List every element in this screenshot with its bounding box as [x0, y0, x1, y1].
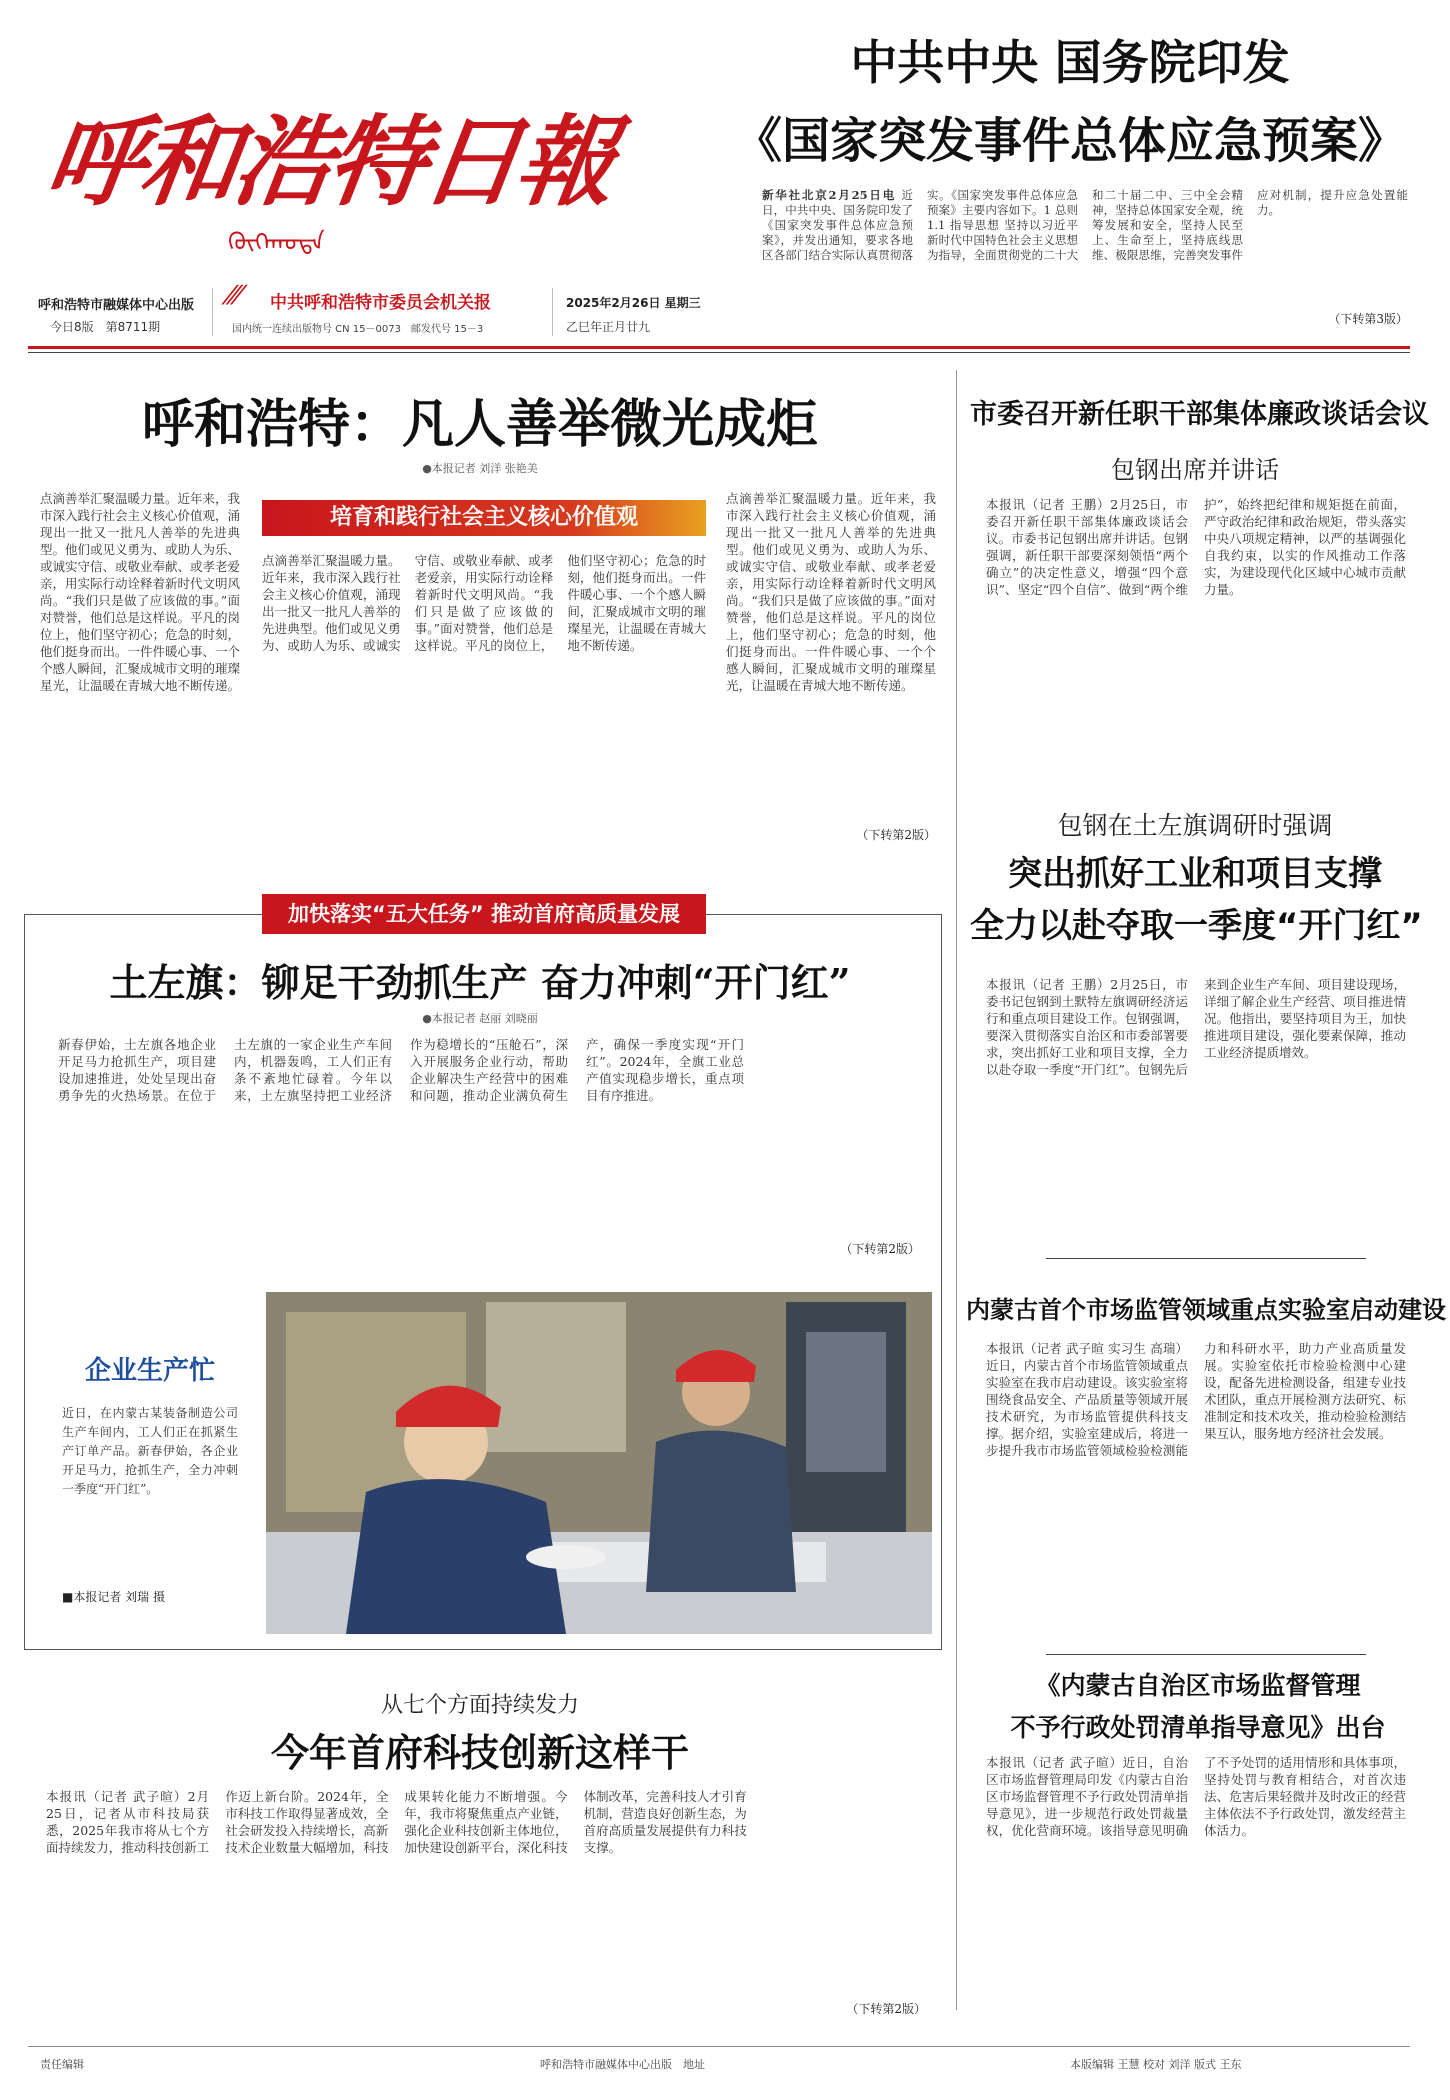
- lab-body-wrap: [986, 1340, 1406, 1640]
- footer-right: 本版编辑 王慧 校对 刘洋 版式 王东: [1070, 2058, 1242, 2071]
- factory-photo: [266, 1292, 932, 1634]
- masthead-issue-info: 今日8版 第8711期: [50, 320, 161, 334]
- keji-body: 本报讯（记者 武子暄）2月25日，记者从市科技局获悉，2025年我市将从七个方面持续发力，推动科技创新工作迈上新台阶。2024年，全市科技工作取得显著成效，全社会研发投入持续增长，高新技术企业数量大幅增加，科技成果转化能力不断增强。今年，我市将聚焦重点产业链，强化企业科技创新主体地位，加快建设创新平台，深化科技体制改革，完善科技人才引育机制，营造良好创新生态，为首府高质量发展提供有力科技支撑。: [46, 1789, 747, 1855]
- guideline-body: 本报讯（记者 武子暄）近日，自治区市场监督管理局印发《内蒙古自治区市场监督管理不予行政处罚清单指导意见》，进一步规范行政处罚裁量权，优化营商环境。该指导意见明确了不予处罚的适用情形和具体事项，坚持处罚与教育相结合，对首次违法、危害后果轻微并及时改正的经营主体依法不予行政处罚，激发经营主体活力。: [986, 1755, 1406, 1838]
- footer-rule: [28, 2046, 1410, 2047]
- fanren-byline: ●本报记者 刘洋 张艳美: [422, 462, 538, 475]
- lianzheng-title: 市委召开新任职干部集体廉政谈话会议: [970, 399, 1429, 430]
- keji-kicker: 从七个方面持续发力: [380, 1693, 579, 1718]
- footer-left: 责任编辑: [40, 2058, 84, 2071]
- lianzheng-subtitle: 包钢出席并讲话: [1111, 456, 1279, 484]
- lead-title-1: 中共中央 国务院印发: [850, 36, 1290, 91]
- guideline-body-wrap: [986, 1754, 1406, 2008]
- fanren-col-mid: [262, 552, 706, 848]
- party-emblem-icon: ⁄⁄⁄: [228, 281, 242, 311]
- visit-body-wrap: [986, 976, 1406, 1228]
- right-rule-1: [1046, 1258, 1366, 1259]
- masthead-rule: [28, 346, 1410, 349]
- five-tasks-body: 新春伊始，土左旗各地企业开足马力抢抓生产，项目建设加速推进，处处呈现出奋勇争先的火热场景。在位于土左旗的一家企业生产车间内，机器轰鸣，工人们正有条不紊地忙碌着。今年以来，土左旗坚持把工业经济作为稳增长的“压舱石”，深入开展服务企业行动，帮助企业解决生产经营中的困难和问题，推动企业满负荷生产，确保一季度实现“开门红”。2024年，全旗工业总产值实现稳步增长，重点项目有序推进。: [58, 1037, 744, 1103]
- lianzheng-body: 本报讯（记者 王鹏）2月25日，市委召开新任职干部集体廉政谈话会议。市委书记包钢出席并讲话。包钢强调，新任职干部要深刻领悟“两个确立”的决定性意义，增强“四个意识”、坚定“四个自信”、做到“两个维护”，始终把纪律和规矩挺在前面，严守政治纪律和政治规矩，带头落实中央八项规定精神，以严的基调强化自我约束，以实的作风推动工作落实，为建设现代化区域中心城市贡献力量。: [986, 497, 1406, 597]
- factory-photo-illustration: [266, 1292, 932, 1634]
- lab-body: 本报讯（记者 武子暄 实习生 高瑞）近日，内蒙古首个市场监管领域重点实验室在我市启动建设。该实验室将围绕食品安全、产品质量等领域开展技术研究，为市场监管提供科技支撑。据介绍，实验室建成后，将进一步提升我市市场监管领域检验检测能力和科研水平，助力产业高质量发展。实验室依托市检验检测中心建设，配备先进检测设备，组建专业技术团队，重点开展检测方法研究、标准制定和技术攻关，推动检验检测结果互认，服务地方经济社会发展。: [986, 1341, 1406, 1458]
- five-tasks-body-wrap: [58, 1036, 920, 1258]
- photo-title: 企业生产忙: [84, 1356, 215, 1386]
- masthead-organ: 中共呼和浩特市委员会机关报: [270, 293, 491, 313]
- lead-title-2: 《国家突发事件总体应急预案》: [733, 113, 1406, 169]
- column-rule: [956, 370, 957, 2010]
- keji-body-wrap: [46, 1788, 926, 2018]
- guideline-title-1: 《内蒙古自治区市场监督管理: [1035, 1671, 1361, 1700]
- masthead-mongolian: ᠬᠥᠬᠡᠬᠣᠲᠠ: [228, 228, 325, 256]
- five-tasks-banner: 加快落实“五大任务” 推动首府高质量发展: [262, 894, 706, 934]
- masthead-date: 2025年2月26日 星期三: [566, 296, 701, 310]
- lead-more: （下转第3版）: [1328, 312, 1408, 326]
- fanren-banner: 培育和践行社会主义核心价值观: [262, 500, 706, 536]
- visit-title-1: 包钢在土左旗调研时强调: [1057, 811, 1333, 840]
- fanren-title: 呼和浩特：凡人善举微光成炬: [141, 395, 818, 455]
- photo-credit: ■本报记者 刘瑞 摄: [62, 1590, 165, 1604]
- fanren-body-mid: 点滴善举汇聚温暖力量。近年来，我市深入践行社会主义核心价值观，涌现出一批又一批凡人善举的先进典型。他们或见义勇为、或助人为乐、或诚实守信、或敬业奉献、或孝老爱亲，用实际行动诠释着新时代文明风尚。“我们只是做了应该做的事。”面对赞誉，他们总是这样说。平凡的岗位上，他们坚守初心；危急的时刻，他们挺身而出。一件件暖心事、一个个感人瞬间，汇聚成城市文明的璀璨星光，让温暖在青城大地不断传递。: [262, 553, 706, 653]
- masthead-publisher: 呼和浩特市融媒体中心出版: [38, 298, 195, 313]
- masthead-code-info: 国内统一连续出版物号 CN 15－0073 邮发代号 15－3: [232, 324, 484, 335]
- visit-title-2: 突出抓好工业和项目支撑: [1008, 854, 1382, 894]
- fanren-body-left: 点滴善举汇聚温暖力量。近年来，我市深入践行社会主义核心价值观，涌现出一批又一批凡人善举的先进典型。他们或见义勇为、或助人为乐、或诚实守信、或敬业奉献、或孝老爱亲，用实际行动诠释着新时代文明风尚。“我们只是做了应该做的事。”面对赞誉，他们总是这样说。平凡的岗位上，他们坚守初心；危急的时刻，他们挺身而出。一件件暖心事、一个个感人瞬间，汇聚成城市文明的璀璨星光，让温暖在青城大地不断传递。: [40, 491, 240, 693]
- lead-body-text: 近日，中共中央、国务院印发了《国家突发事件总体应急预案》，并发出通知，要求各地区各部门结合实际认真贯彻落实。《国家突发事件总体应急预案》主要内容如下。1 总则 1.1 指导思想 坚持以习近平新时代中国特色社会主义思想为指导，全面贯彻党的二十大和二十届二中、三中全会精神，坚持总体国家安全观，统筹发展和安全，坚持人民至上、生命至上，坚持底线思维、极限思维，完善突发事件应对机制，提升应急处置能力。: [762, 188, 1408, 262]
- five-tasks-title: 土左旗：铆足干劲抓生产 奋力冲刺“开门红”: [109, 960, 851, 1005]
- masthead-rule-thin: [28, 352, 1410, 353]
- fanren-col-left: [40, 490, 240, 848]
- masthead-divider-2: [552, 288, 553, 336]
- lianzheng-body-wrap: [986, 496, 1406, 782]
- lead-dateline: 新华社北京2月25日电: [762, 188, 897, 202]
- five-tasks-byline: ●本报记者 赵丽 刘晓丽: [422, 1012, 538, 1025]
- keji-more: （下转第2版）: [846, 2002, 926, 2016]
- masthead-divider-1: [212, 288, 213, 336]
- five-tasks-more: （下转第2版）: [840, 1242, 920, 1256]
- guideline-title-2: 不予行政处罚清单指导意见》出台: [1010, 1713, 1386, 1742]
- fanren-col-right: [726, 490, 936, 848]
- masthead-logo: 呼和浩特日報: [38, 105, 619, 220]
- fanren-more: （下转第2版）: [856, 828, 936, 842]
- footer-center: 呼和浩特市融媒体中心出版 地址: [540, 2058, 705, 2071]
- masthead-lunar: 乙巳年正月廿九: [566, 320, 651, 334]
- right-rule-2: [1046, 1654, 1366, 1655]
- lab-title: 内蒙古首个市场监管领域重点实验室启动建设: [966, 1295, 1446, 1324]
- visit-title-3: 全力以赴夺取一季度“开门红”: [970, 906, 1423, 946]
- visit-body: 本报讯（记者 王鹏）2月25日，市委书记包钢到土默特左旗调研经济运行和重点项目建设工作。包钢强调，要深入贯彻落实自治区和市委部署要求，突出抓好工业和项目支撑，全力以赴夺取一季度“开门红”。包钢先后来到企业生产车间、项目建设现场，详细了解企业生产经营、项目推进情况。他指出，要坚持项目为王，加快推进项目建设，强化要素保障，推动工业经济提质增效。: [986, 977, 1406, 1077]
- keji-title: 今年首府科技创新这样干: [270, 1731, 689, 1775]
- lead-body: [762, 188, 1408, 326]
- fanren-body-right: 点滴善举汇聚温暖力量。近年来，我市深入践行社会主义核心价值观，涌现出一批又一批凡人善举的先进典型。他们或见义勇为、或助人为乐、或诚实守信、或敬业奉献、或孝老爱亲，用实际行动诠释着新时代文明风尚。“我们只是做了应该做的事。”面对赞誉，他们总是这样说。平凡的岗位上，他们坚守初心；危急的时刻，他们挺身而出。一件件暖心事、一个个感人瞬间，汇聚成城市文明的璀璨星光，让温暖在青城大地不断传递。: [726, 491, 936, 693]
- photo-caption: 近日，在内蒙古某装备制造公司生产车间内，工人们正在抓紧生产订单产品。新春伊始，各企业开足马力，抢抓生产，全力冲刺一季度“开门红”。: [62, 1406, 238, 1496]
